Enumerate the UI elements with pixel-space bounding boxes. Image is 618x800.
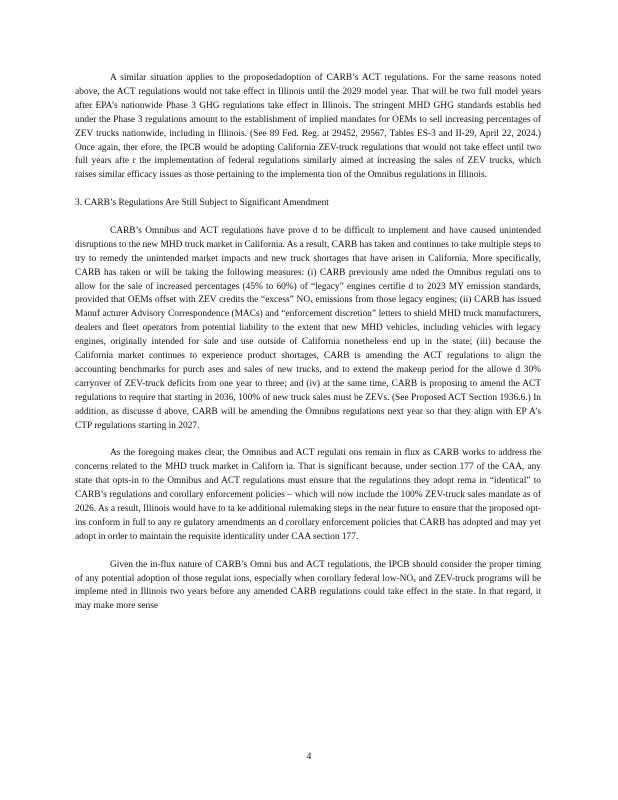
body-text xyxy=(75,72,541,628)
paragraph-act-timing: A similar situation applies to the proposedadoption of CARB’s ACT regulations. For the same reasons noted above, the ACT regulations would not take effect in Illinois until the 2029 model year. That will be two full model years after EPA’s nationwide Phase 3 GHG regulations take effect in Illinois. The stringent MHD GHG standards establis hed under the Phase 3 regulations amount to the establishment of implied mandates for OEMs to sell increasing percentages of ZEV trucks nationwide, including in Illinois. (See 89 Fed. Reg. at 29452, 29567, Tables ES-3 and II-29, April 22, 2024.) Once again, ther efore, the IPCB would be adopting California ZEV-truck regulations that would not take effect until two full years afte r the implementation of federal regulations similarly aimed at increasing the sales of ZEV trucks, which raises similar efficacy issues as those pertaining to the implementa tion of the Omnibus regulations in Illinois. xyxy=(75,73,541,181)
page-number: 4 xyxy=(306,752,312,762)
paragraph-timing-consideration: Given the in-flux nature of CARB’s Omni bus and ACT regulations, the IPCB should consider the proper timing of any potential adoption of those regulat ions, especially when corollary federal low-NOₓ and ZEV-truck programs will be impleme nted in Illinois two years before any amended CARB regulations could take effect in the state. In that regard, it may make more sense xyxy=(75,559,541,612)
paragraph-carb-amendments: CARB’s Omnibus and ACT regulations have prove d to be difficult to implement and have caused unintended disruptions to the new MHD truck market in California. As a result, CARB has taken and continues to take multiple steps to try to remedy the unintended market impacts and new truck shortages that have arisen in California. More specifically, CARB has taken or will be taking the following measures: (i) CARB previously ame nded the Omnibus regulati ons to allow for the sale of increased percentages (45% to 60%) of “legacy” engines certifie d to 2023 MY emission standards, provided that OEMs offset with ZEV credits the “excess” NOₓ emissions from those legacy engines; (ii) CARB has issued Manuf acturer Advisory Correspondence (MACs) and “enforcement discretion” letters to shield MHD truck manufacturers, dealers and fleet operators from potential liability to the extent that new MHD vehicles, including vehicles with legacy engines, originally intended for sale and use outside of California nonetheless end up in the state; (iii) because the California market continues to experience product shortages, CARB is amending the ACT regulations to align the accounting benchmarks for purch ases and sales of new trucks, and to extend the makeup period for the allowe d 30% carryover of ZEV-truck deficits from one year to three; and (iv) at the same time, CARB is proposing to amend the ACT regulations to require that starting in 2036, 100% of new truck sales must be ZEVs. (See Proposed ACT Section 1936.6.) In addition, as discusse d above, CARB will be amending the Omnibus regulations next year so that they align with EP A’s CTP regulations starting in 2027. xyxy=(75,225,541,431)
paragraph-regulations-in-flux: As the foregoing makes clear, the Omnibus and ACT regulati ons remain in flux as CARB works to address the concerns related to the MHD truck market in Californ ia. That is significant because, under section 177 of the CAA, any state that opts-in to the Omnibus and ACT regulations must ensure that the regulations they adopt rema in “identical” to CARB’s regulations and corollary enforcement policies – which will now include the 100% ZEV-truck sales mandate as of 2026. As a result, Illinois would have to ta ke additional rulemaking steps in the near future to ensure that the proposed opt-ins conform in full to any re gulatory amendments an d corollary enforcement policies that CARB has adopted and may yet adopt in order to maintain the requisite identicality under CAA section 177. xyxy=(75,448,541,542)
section-heading: 3. CARB’s Regulations Are Still Subject to Significant Amendment xyxy=(75,198,329,209)
